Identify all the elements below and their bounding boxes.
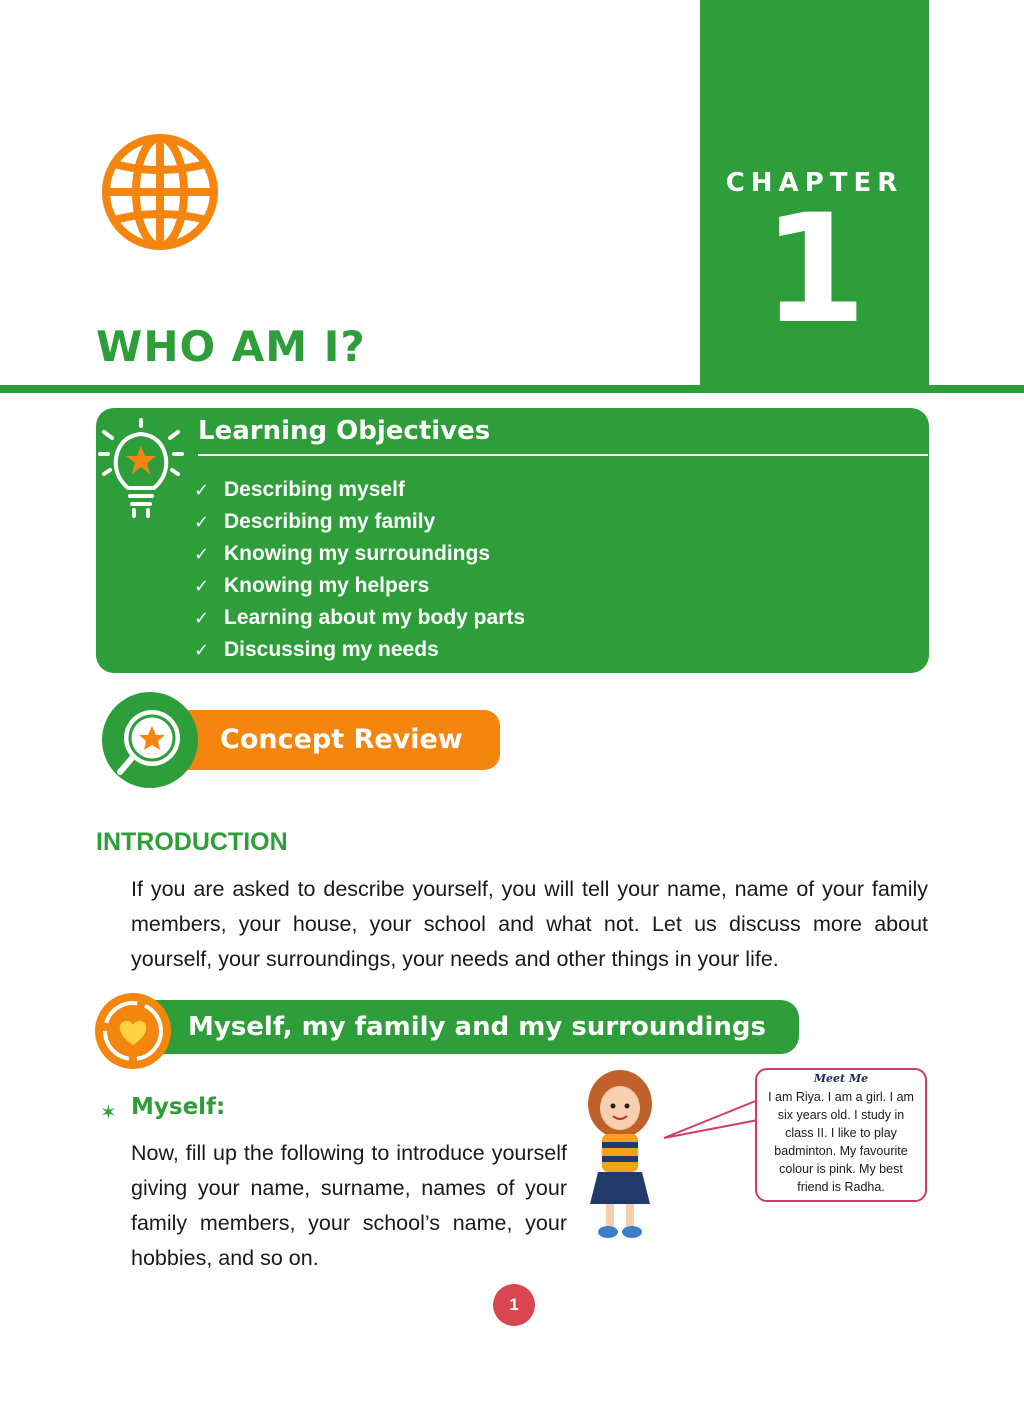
introduction-paragraph: If you are asked to describe yourself, you will tell your name, name of your family members, your house, your school and what not. Let us discuss more about yourself, your surroundings, your needs and other things in your life.: [131, 877, 928, 971]
speech-bubble-text: I am Riya. I am a girl. I am six years old. I study in class II. I like to play badminton. My favourite colour is pink. My best friend is Radha.: [768, 1090, 914, 1194]
learning-objectives-divider: [198, 454, 928, 456]
myself-heading: Myself:: [131, 1094, 226, 1120]
list-item: ✓ Describing my family: [194, 506, 525, 538]
chapter-number: 1: [762, 183, 867, 357]
list-item: ✓ Learning about my body parts: [194, 602, 525, 634]
checkmark-icon: ✓: [194, 576, 210, 597]
page-title: WHO AM I?: [96, 322, 366, 371]
star-bullet-icon: ✶: [100, 1100, 117, 1124]
list-item: ✓ Knowing my surroundings: [194, 538, 525, 570]
chapter-label: CHAPTER: [725, 168, 904, 198]
learning-objectives-list: [194, 474, 525, 666]
checkmark-icon: ✓: [194, 608, 210, 629]
checkmark-icon: ✓: [194, 640, 210, 661]
myself-paragraph: Now, fill up the following to introduce yourself giving your name, surname, names of your family members, your school’s name, your hobbies, and so on.: [131, 1141, 567, 1270]
list-item: ✓ Describing myself: [194, 474, 525, 506]
section-title: Myself, my family and my surroundings: [188, 1012, 766, 1042]
concept-review-label: Concept Review: [220, 724, 463, 755]
magnifier-star-icon: [102, 692, 198, 788]
header-divider: [0, 385, 1024, 393]
lightbulb-icon: [98, 418, 184, 518]
speech-bubble-title: Meet Me: [813, 1072, 869, 1085]
checkmark-icon: ✓: [194, 512, 210, 533]
heart-cycle-icon: [95, 993, 171, 1069]
speech-bubble-tail: [660, 1090, 760, 1150]
checkmark-icon: ✓: [194, 544, 210, 565]
introduction-heading: INTRODUCTION: [96, 828, 288, 856]
globe-icon: [100, 132, 220, 252]
list-item: ✓ Knowing my helpers: [194, 570, 525, 602]
girl-illustration: [580, 1068, 660, 1244]
learning-objectives-title: Learning Objectives: [198, 416, 491, 446]
page-number: 1: [509, 1295, 519, 1314]
list-item: ✓ Discussing my needs: [194, 634, 525, 666]
checkmark-icon: ✓: [194, 480, 210, 501]
